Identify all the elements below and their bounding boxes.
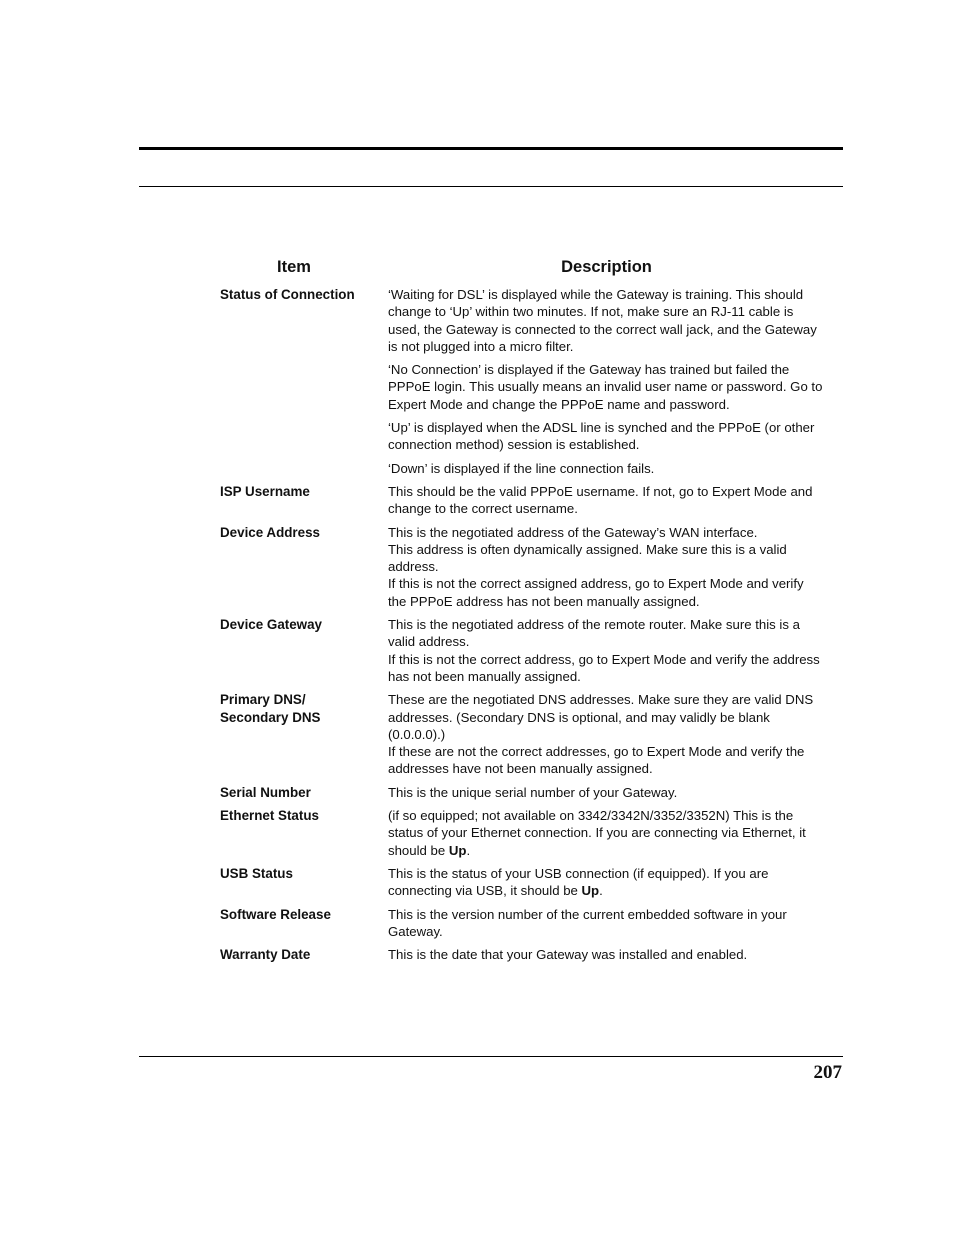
item-label: ISP Username <box>220 483 310 499</box>
item-description: This is the date that your Gateway was installed and enabled. <box>388 947 748 963</box>
description-line: This address is often dynamically assigned. Make sure this is a valid address. <box>388 541 787 575</box>
table-row-device-gateway <box>220 616 825 685</box>
table-row-ethernet-status <box>220 807 825 859</box>
item-label: Status of Connection <box>220 287 355 302</box>
description-line: If this is not the correct assigned address, go to Expert Mode and verify the PPPoE address has not been manually assigned. <box>388 576 804 609</box>
page-number: 207 <box>813 1062 842 1083</box>
item-description <box>388 483 825 518</box>
item-label: USB Status <box>220 865 293 881</box>
table-header <box>220 257 825 277</box>
description-line: This is the negotiated address of the Gateway’s WAN interface. <box>388 524 758 540</box>
description-paragraph: ‘Down’ is displayed if the line connection fails. <box>388 460 655 476</box>
item-label: Device Gateway <box>220 617 322 633</box>
description-text: . <box>466 842 471 858</box>
description-line: If these are not the correct addresses, go to Expert Mode and verify the addresses have not been manually assigned. <box>388 744 805 777</box>
table-row-status-of-connection <box>220 286 825 477</box>
table-row-software-release <box>220 906 825 941</box>
item-description <box>388 286 825 477</box>
item-description <box>388 524 825 610</box>
description-text: . <box>599 883 603 899</box>
item-label: Ethernet Status <box>220 808 319 824</box>
description-text: This is the status of your USB connection (if equipped). If you are connecting via USB, it should be <box>388 865 769 899</box>
item-label <box>220 691 388 777</box>
item-label: Software Release <box>220 906 331 922</box>
item-label: Device Address <box>220 524 320 540</box>
table-row-serial-number <box>220 784 825 801</box>
description-line: This is the negotiated address of the remote router. Make sure this is a valid address. <box>388 617 800 650</box>
item-description <box>388 865 825 900</box>
status-value-up: Up <box>448 842 467 858</box>
description-paragraph: ‘Up’ is displayed when the ADSL line is synched and the PPPoE (or other connection method) session is established. <box>388 420 815 453</box>
table-row-isp-username <box>220 483 825 518</box>
description-text: (if so equipped; not available on 3342/3342N/3352/3352N) This is the status of your Ethernet connection. If you are connecting via Ethernet, it should be <box>388 808 806 858</box>
column-header-description: Description <box>561 258 652 276</box>
item-label-line: Primary DNS/ <box>220 692 306 708</box>
table-row-dns <box>220 691 825 777</box>
item-label: Warranty Date <box>220 947 311 963</box>
description-paragraph: This should be the valid PPPoE username. If not, go to Expert Mode and change to the correct username. <box>388 483 813 517</box>
status-value-up: Up <box>581 883 600 899</box>
table-row-device-address <box>220 524 825 610</box>
column-header-item: Item <box>277 258 311 276</box>
header-rule-thick <box>139 147 843 150</box>
item-description <box>388 616 825 685</box>
table-row-usb-status <box>220 865 825 900</box>
description-line: These are the negotiated DNS addresses. Make sure they are valid DNS addresses. (Secondary DNS is optional, and may validly be blank (0.0.0.0).) <box>388 692 814 742</box>
description-paragraph: ‘Waiting for DSL’ is displayed while the Gateway is training. This should change to ‘Up’ within two minutes. If not, make sure an RJ-11 cable is used, the Gateway is connected to the correct wall jack, and the Gateway is not plugged into a micro filter. <box>388 287 817 354</box>
item-description <box>388 691 825 777</box>
footer-rule <box>139 1056 843 1057</box>
description-paragraph: ‘No Connection’ is displayed if the Gateway has trained but failed the PPPoE login. This usually means an invalid user name or password. Go to Expert Mode and change the PPPoE name and password. <box>388 362 823 412</box>
item-description: This is the version number of the current embedded software in your Gateway. <box>388 906 787 939</box>
description-line: If this is not the correct address, go to Expert Mode and verify the address has not been manually assigned. <box>388 651 820 684</box>
item-label-line: Secondary DNS <box>220 709 321 725</box>
item-description <box>388 807 825 859</box>
item-description: This is the unique serial number of your Gateway. <box>388 784 678 800</box>
status-items-table <box>220 257 825 969</box>
item-label: Serial Number <box>220 784 311 800</box>
table-row-warranty-date <box>220 946 825 963</box>
header-rule-thin <box>139 186 843 187</box>
